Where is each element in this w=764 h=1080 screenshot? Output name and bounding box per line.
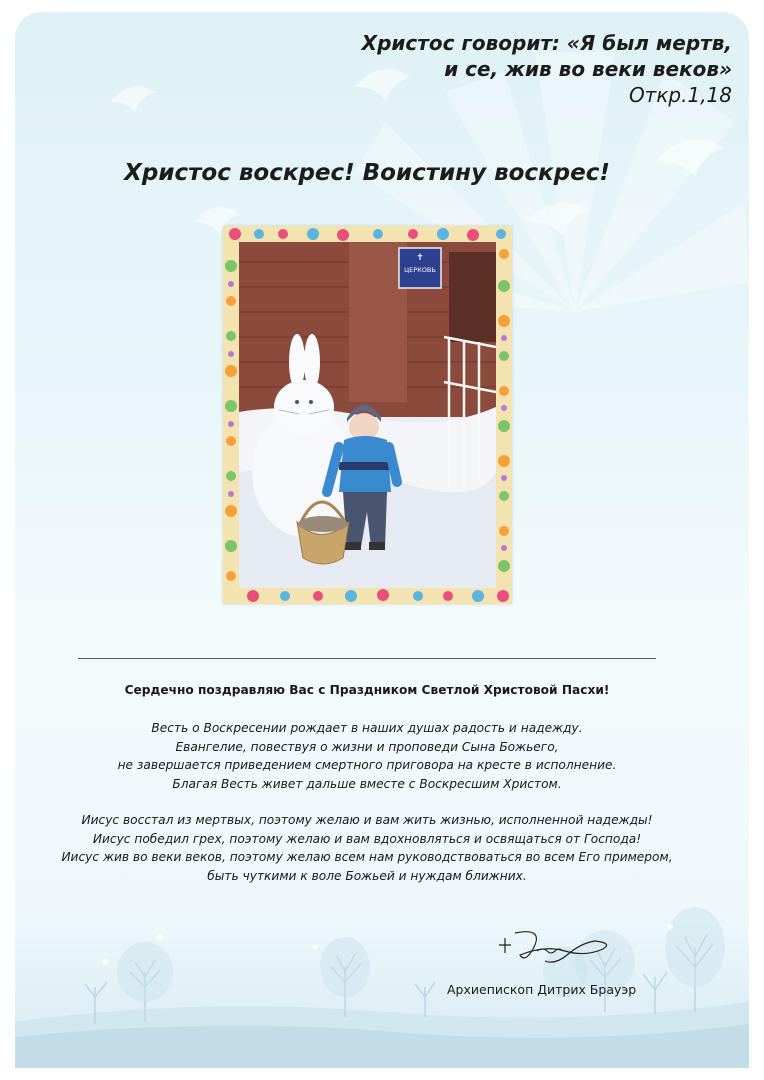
signer-name: Архиепископ Дитрих Брауэр xyxy=(447,982,637,997)
easter-greeting: Христос воскрес! Воистину воскрес! xyxy=(124,160,610,186)
quote-reference: Откр.1,18 xyxy=(628,83,732,107)
paragraph-1-line: Евангелие, повествуя о жизни и проповеди Сына Божьего, xyxy=(175,739,559,754)
photo-child-with-snow-bunny xyxy=(239,242,496,588)
church-sign-text: ЦЕРКОВЬ xyxy=(404,266,436,274)
photo-illustration xyxy=(239,242,496,588)
paragraph-2-line: Иисус жив во веки веков, поэтому желаю всем нам руководствоваться во всем Его примером, xyxy=(61,850,673,864)
paragraph-1 xyxy=(0,719,734,793)
congratulation-headline: Сердечно поздравляю Вас с Праздником Светлой Христовой Пасхи! xyxy=(124,683,610,697)
section-divider xyxy=(78,658,656,659)
handwritten-signature xyxy=(485,925,615,970)
paragraph-1-line: Весть о Воскресении рождает в наших душах радость и надежду. xyxy=(151,721,583,735)
paragraph-1-line: не завершается приведением смертного приговора на кресте в исполнение. xyxy=(117,758,617,772)
paragraph-1-line: Благая Весть живет дальше вместе с Воскресшим Христом. xyxy=(172,776,562,791)
svg-text:✝: ✝ xyxy=(416,253,424,263)
quote-line-1: Христос говорит: «Я был мертв, xyxy=(361,31,732,55)
paragraph-2-line: Иисус победил грех, поэтому желаю и вам вдохновляться и освящаться от Господа! xyxy=(92,831,642,846)
paragraph-2-line: быть чуткими к воле Божьей и нуждам ближних. xyxy=(207,868,527,883)
paragraph-2 xyxy=(0,811,734,885)
scripture-quote xyxy=(362,30,732,108)
paragraph-2-line: Иисус восстал из мертвых, поэтому желаю и вам жить жизнью, исполненной надежды! xyxy=(81,813,653,827)
quote-line-2: и се, жив во веки веков» xyxy=(444,57,732,81)
